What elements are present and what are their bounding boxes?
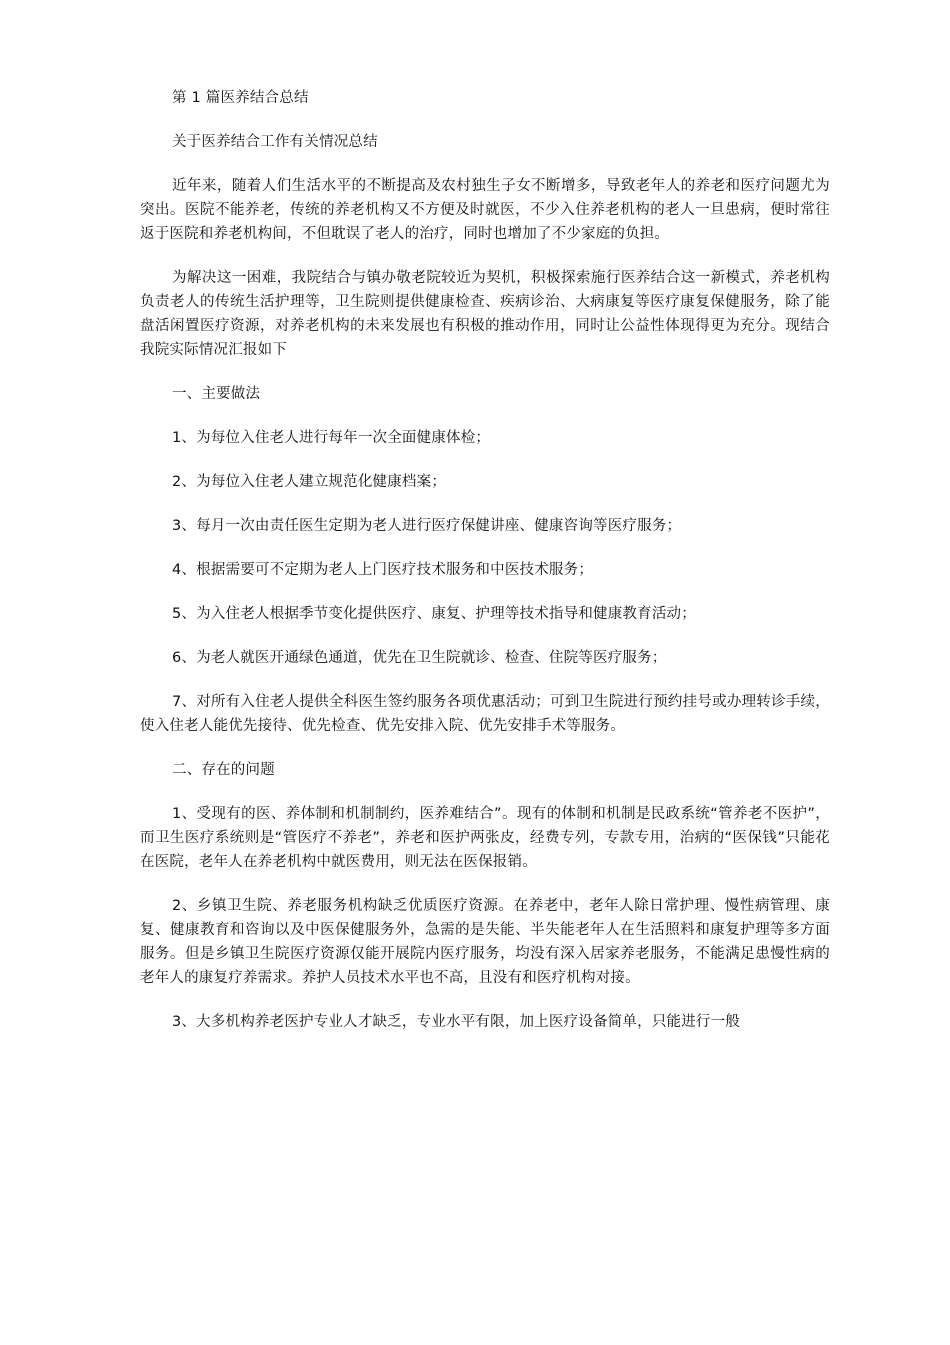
list-item: 3、每月一次由责任医生定期为老人进行医疗保健讲座、健康咨询等医疗服务；	[172, 518, 682, 534]
list-item: 7、对所有入住老人提供全科医生签约服务各项优惠活动；可到卫生院进行预约挂号或办理转诊手续，使入住老人能优先接待、优先检查、优先安排入院、优先安排手术等服务。	[140, 694, 830, 734]
document-subtitle: 关于医养结合工作有关情况总结	[172, 134, 378, 150]
document-title: 第 1 篇医养结合总结	[172, 90, 309, 106]
list-item: 3、大多机构养老医护专业人才缺乏，专业水平有限，加上医疗设备简单，只能进行一般	[172, 1014, 741, 1030]
list-item: 5、为入住老人根据季节变化提供医疗、康复、护理等技术指导和健康教育活动；	[172, 606, 696, 622]
intro-paragraph: 近年来，随着人们生活水平的不断提高及农村独生子女不断增多，导致老年人的养老和医疗问题尤为突出。医院不能养老，传统的养老机构又不方便及时就医，不少入住养老机构的老人一旦患病，便时常往返于医院和养老机构间，不但耽误了老人的治疗，同时也增加了不少家庭的负担。	[140, 178, 830, 242]
intro-paragraph: 为解决这一困难，我院结合与镇办敬老院较近为契机，积极探索施行医养结合这一新模式，养老机构负责老人的传统生活护理等，卫生院则提供健康检查、疾病诊治、大病康复等医疗康复保健服务，除了能盘活闲置医疗资源，对养老机构的未来发展也有积极的推动作用，同时让公益性体现得更为充分。现结合我院实际情况汇报如下	[140, 270, 830, 358]
list-item: 2、乡镇卫生院、养老服务机构缺乏优质医疗资源。在养老中，老年人除日常护理、慢性病管理、康复、健康教育和咨询以及中医保健服务外，急需的是失能、半失能老年人在生活照料和康复护理等多方面服务。但是乡镇卫生院医疗资源仅能开展院内医疗服务，均没有深入居家养老服务，不能满足患慢性病的老年人的康复疗养需求。养护人员技术水平也不高，且没有和医疗机构对接。	[140, 898, 830, 986]
section-heading: 二、存在的问题	[172, 762, 275, 778]
list-item: 2、为每位入住老人建立规范化健康档案；	[172, 474, 447, 490]
document-body	[140, 86, 830, 1054]
list-item: 6、为老人就医开通绿色通道，优先在卫生院就诊、检查、住院等医疗服务；	[172, 650, 667, 666]
list-item: 1、为每位入住老人进行每年一次全面健康体检；	[172, 430, 491, 446]
list-item: 1、受现有的医、养体制和机制制约，医养难结合”。现有的体制和机制是民政系统“管养老不医护”，而卫生医疗系统则是“管医疗不养老”，养老和医护两张皮，经费专列，专款专用，治病的“医保钱”只能花在医院，老年人在养老机构中就医费用，则无法在医保报销。	[140, 806, 830, 870]
list-item: 4、根据需要可不定期为老人上门医疗技术服务和中医技术服务；	[172, 562, 594, 578]
section-heading: 一、主要做法	[172, 386, 261, 402]
